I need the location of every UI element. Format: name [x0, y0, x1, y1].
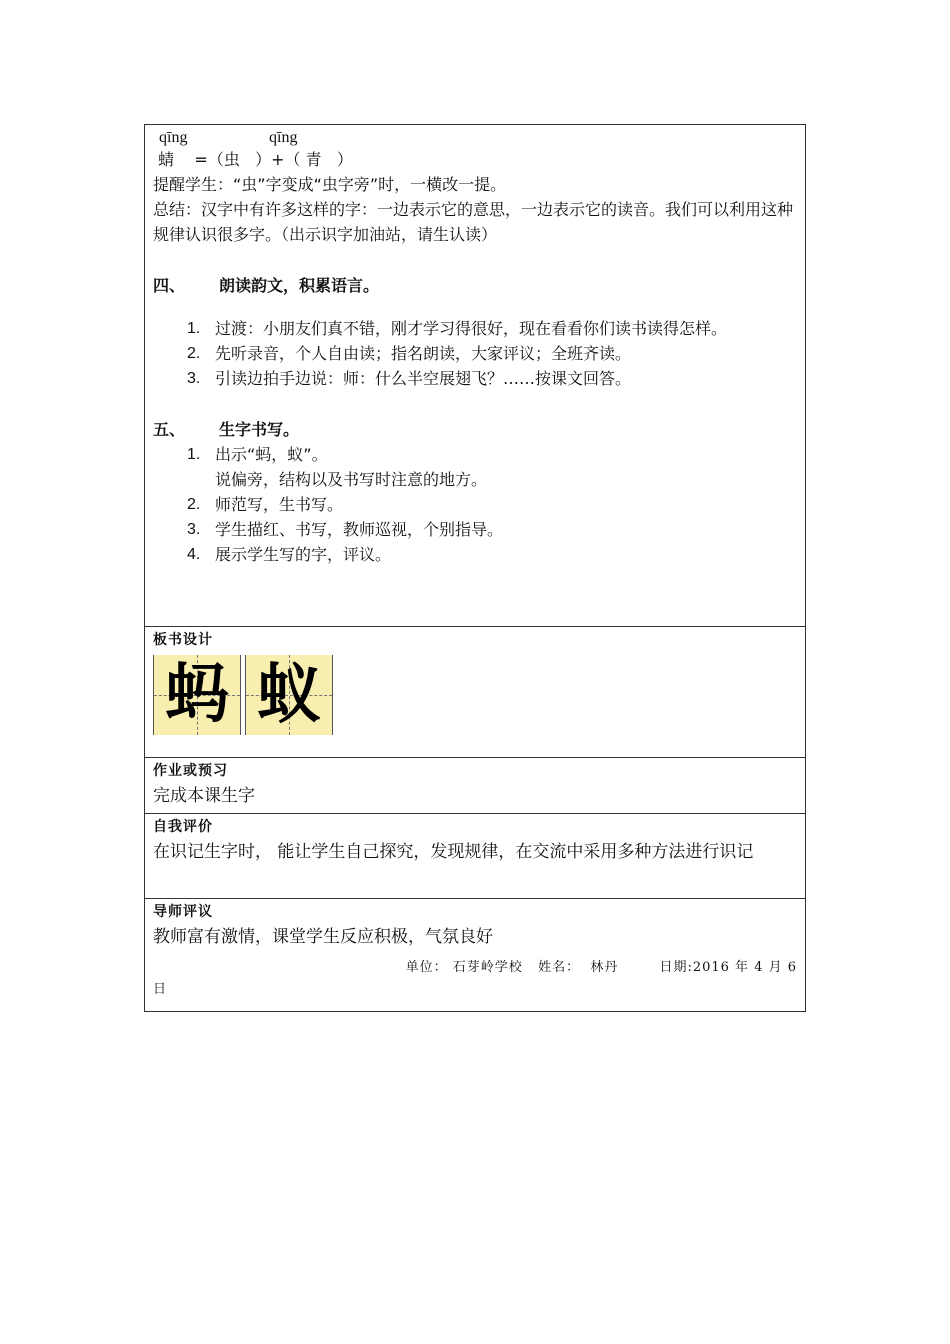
section-four-heading — [153, 273, 797, 298]
self-evaluation-text: 在识记生字时， 能让学生自己探究，发现规律，在交流中采用多种方法进行识记 — [153, 842, 754, 862]
board-character: 蚁 — [257, 658, 321, 732]
section-four-title: 朗读韵文，积累语言。 — [219, 276, 380, 295]
board-characters — [153, 655, 337, 735]
homework-cell — [145, 758, 805, 814]
section-four-number: 四、 — [153, 276, 186, 295]
signature-block — [145, 951, 805, 1001]
list-item-subline: 说偏旁，结构以及书写时注意的地方。 — [215, 470, 488, 489]
list-item: 2. 师范写，生书写。 — [187, 495, 344, 514]
list-item: 2. 先听录音，个人自由读；指名朗读，大家评议；全班齐读。 — [187, 344, 632, 363]
list-item: 1. 过渡：小朋友们真不错，刚才学习得很好，现在看看你们读书读得怎样。 — [187, 319, 728, 338]
character-formula: 蜻 =（虫 ）+（ 青 ） — [153, 150, 353, 169]
section-five-number: 五、 — [153, 420, 186, 439]
reminder-text: 提醒学生：“虫”字变成“虫字旁”时，一横改一提。 — [153, 175, 507, 194]
list-item: 3. 学生描红、书写，教师巡视，个别指导。 — [187, 520, 504, 539]
section-five-heading — [153, 417, 797, 442]
homework-text: 完成本课生字 — [153, 786, 255, 806]
self-evaluation-label: 自我评价 — [153, 819, 213, 835]
board-design-label: 板书设计 — [153, 632, 213, 648]
mentor-review-label: 导师评议 — [153, 904, 213, 920]
mentor-review-text: 教师富有激情，课堂学生反应积极，气氛良好 — [153, 927, 493, 947]
character-grid-box — [153, 655, 241, 735]
section-four-list — [153, 316, 797, 391]
list-item: 3. 引读边拍手边说：师：什么半空展翅飞？……按课文回答。 — [187, 369, 632, 388]
board-design-cell — [145, 627, 805, 758]
pinyin-left: qīng — [159, 129, 188, 146]
pinyin-right: qīng — [269, 129, 298, 146]
lesson-plan-table — [144, 124, 806, 1012]
self-evaluation-cell — [145, 814, 805, 899]
board-character: 蚂 — [165, 658, 229, 732]
list-item: 1. 出示“蚂，蚁”。 — [187, 445, 328, 464]
pinyin-row — [153, 129, 797, 147]
mentor-review-cell — [145, 899, 805, 1011]
signature-line: 单位： 石芽岭学校 姓名： 林丹 日期:2016 年 4 月 6 — [405, 960, 797, 975]
section-five-list — [153, 442, 797, 567]
section-five-title: 生字书写。 — [219, 420, 300, 439]
summary-text: 总结：汉字中有许多这样的字：一边表示它的意思，一边表示它的读音。我们可以利用这种规律认识很多字。（出示识字加油站，请生认读） — [153, 200, 794, 244]
list-item: 4. 展示学生写的字，评议。 — [187, 545, 392, 564]
character-grid-box — [245, 655, 333, 735]
teaching-process-cell — [145, 125, 805, 627]
signature-line-continued: 日 — [153, 982, 168, 997]
homework-label: 作业或预习 — [153, 763, 228, 779]
